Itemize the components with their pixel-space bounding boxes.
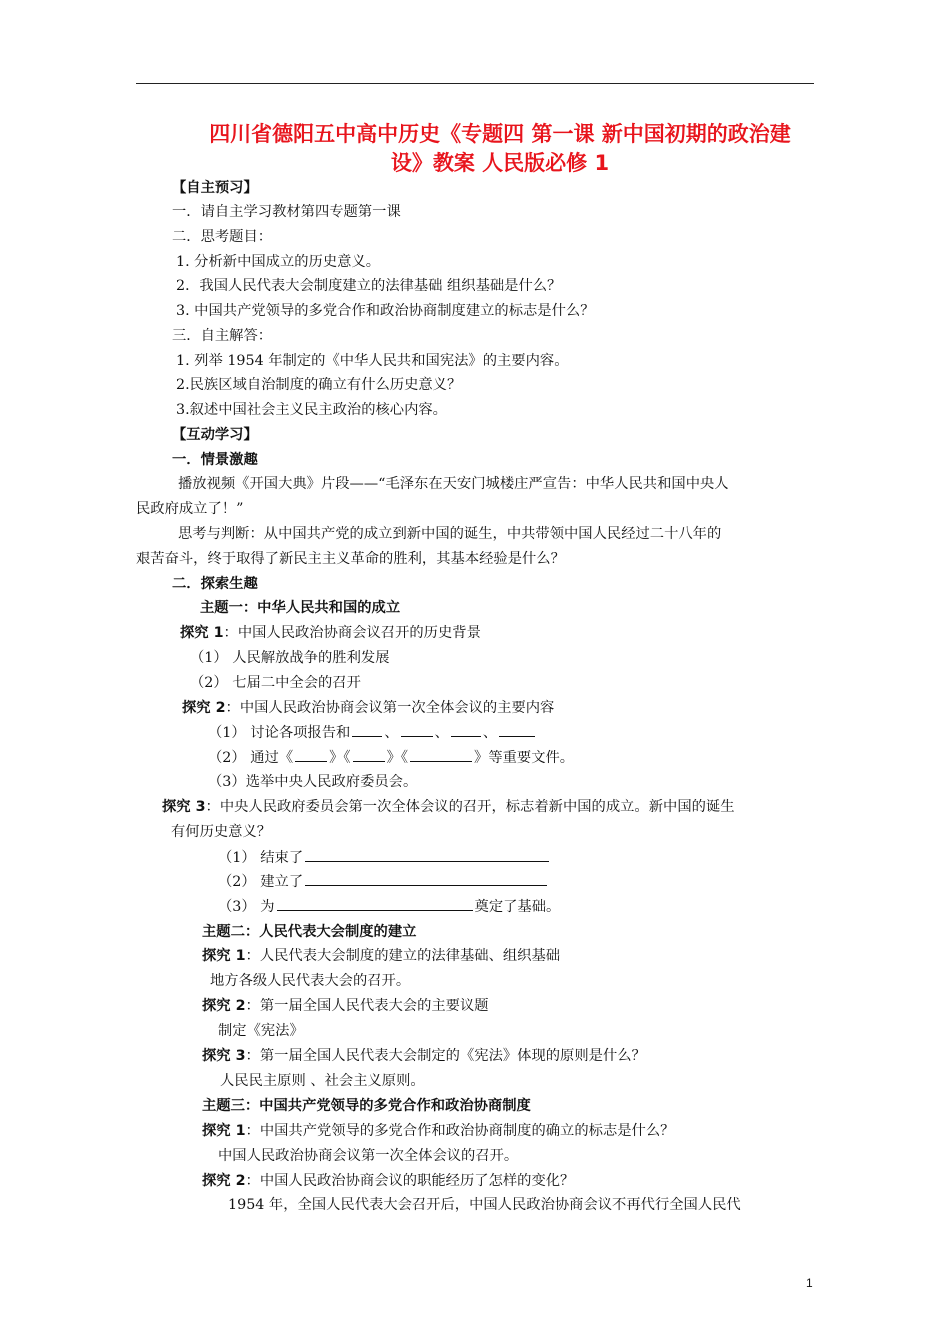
topic-2-heading: 主题二：人民代表大会制度的建立 bbox=[202, 924, 417, 940]
fill-blank[interactable] bbox=[499, 722, 535, 737]
explore-label: 探究 2 bbox=[202, 998, 246, 1014]
document-title bbox=[150, 120, 850, 178]
topic-1-explore-2-item-2 bbox=[208, 747, 574, 768]
separator: 、 bbox=[434, 725, 449, 741]
topic-1-explore-3-cont: 有何历史意义？ bbox=[171, 824, 272, 840]
explore-label: 探究 1 bbox=[202, 1123, 246, 1139]
explore-label: 探究 3 bbox=[202, 1048, 246, 1064]
answer-3: 3.叙述中国社会主义民主政治的核心内容。 bbox=[176, 402, 447, 418]
topic-2-explore-3 bbox=[202, 1046, 646, 1066]
topic-1-explore-1-item-1: （1） 人民解放战争的胜利发展 bbox=[190, 650, 390, 666]
explore-text: ：中国人民政治协商会议召开的历史背景 bbox=[223, 625, 481, 641]
topic-1-explore-3-item-2 bbox=[218, 871, 549, 892]
topic-1-explore-1 bbox=[180, 623, 481, 643]
section-1-para-2a: 思考与判断：从中国共产党的成立到新中国的诞生，中共带领中国人民经过二十八年的 bbox=[178, 526, 722, 542]
item-text: 奠定了基础。 bbox=[474, 899, 561, 915]
preview-item-3: 三．自主解答： bbox=[172, 328, 273, 344]
topic-3-explore-2-answer: 1954 年，全国人民代表大会召开后，中国人民政治协商会议不再代行全国人民代 bbox=[228, 1197, 741, 1213]
explore-text: ：中国共产党领导的多党合作和政治协商制度的确立的标志是什么？ bbox=[245, 1123, 675, 1139]
section-1-para-1b: 民政府成立了！” bbox=[136, 501, 244, 517]
explore-text: ：第一届全国人民代表大会制定的《宪法》体现的原则是什么？ bbox=[245, 1048, 646, 1064]
topic-3-explore-1-answer: 中国人民政治协商会议第一次全体会议的召开。 bbox=[218, 1148, 519, 1164]
topic-1-heading: 主题一：中华人民共和国的成立 bbox=[200, 600, 401, 616]
topic-2-explore-2 bbox=[202, 996, 489, 1016]
explore-text: ：中央人民政府委员会第一次全体会议的召开，标志着新中国的成立。新中国的诞生 bbox=[205, 799, 735, 815]
fill-blank[interactable] bbox=[410, 747, 472, 762]
fill-blank[interactable] bbox=[305, 871, 547, 886]
topic-1-explore-1-item-2: （2） 七届二中全会的召开 bbox=[190, 675, 361, 691]
answer-2: 2.民族区域自治制度的确立有什么历史意义？ bbox=[176, 377, 462, 393]
item-text: （2） 建立了 bbox=[218, 874, 304, 890]
item-text: （2） 通过《 bbox=[208, 750, 294, 766]
topic-3-heading: 主题三：中国共产党领导的多党合作和政治协商制度 bbox=[202, 1098, 531, 1114]
interactive-heading: 【互动学习】 bbox=[172, 427, 258, 443]
topic-1-explore-2-item-1 bbox=[208, 722, 537, 743]
fill-blank[interactable] bbox=[305, 847, 549, 862]
preview-item-1: 一．请自主学习教材第四专题第一课 bbox=[172, 204, 401, 220]
topic-1-explore-2-item-3: （3）选举中央人民政府委员会。 bbox=[208, 774, 418, 790]
topic-1-explore-2 bbox=[182, 698, 554, 718]
explore-label: 探究 3 bbox=[162, 799, 206, 815]
answer-1: 1. 列举 1954 年制定的《中华人民共和国宪法》的主要内容。 bbox=[176, 353, 569, 369]
title-line-1: 四川省德阳五中高中历史《专题四 第一课 新中国初期的政治建 bbox=[209, 122, 791, 146]
item-text: 》《 bbox=[329, 750, 351, 766]
fill-blank[interactable] bbox=[451, 722, 481, 737]
topic-3-explore-1 bbox=[202, 1121, 674, 1141]
header-rule bbox=[136, 83, 814, 84]
topic-1-explore-3-item-1 bbox=[218, 847, 551, 868]
explore-text: ：人民代表大会制度的建立的法律基础、组织基础 bbox=[245, 948, 561, 964]
explore-text: ：中国人民政治协商会议第一次全体会议的主要内容 bbox=[225, 700, 555, 716]
page-number: 1 bbox=[806, 1276, 813, 1290]
separator: 、 bbox=[384, 725, 399, 741]
item-text: 》《 bbox=[386, 750, 409, 766]
question-3: 3. 中国共产党领导的多党合作和政治协商制度建立的标志是什么？ bbox=[176, 303, 595, 319]
item-text: （1） 讨论各项报告和 bbox=[208, 725, 351, 741]
topic-2-explore-2-answer: 制定《宪法》 bbox=[218, 1023, 304, 1039]
fill-blank[interactable] bbox=[295, 747, 327, 762]
separator: 、 bbox=[482, 725, 498, 741]
fill-blank[interactable] bbox=[401, 722, 433, 737]
explore-label: 探究 1 bbox=[202, 948, 246, 964]
item-text: （1） 结束了 bbox=[218, 850, 304, 866]
preview-item-2: 二．思考题目： bbox=[172, 229, 273, 245]
section-1-para-1a: 播放视频《开国大典》片段——“毛泽东在天安门城楼庄严宣告：中华人民共和国中央人 bbox=[178, 476, 729, 492]
topic-2-explore-3-answer: 人民民主原则 、社会主义原则。 bbox=[220, 1073, 425, 1089]
explore-label: 探究 1 bbox=[180, 625, 224, 641]
fill-blank[interactable] bbox=[277, 896, 473, 911]
item-text: 》等重要文件。 bbox=[474, 750, 575, 766]
explore-text: ：中国人民政治协商会议的职能经历了怎样的变化？ bbox=[245, 1173, 575, 1189]
preview-heading: 【自主预习】 bbox=[172, 180, 258, 196]
explore-label: 探究 2 bbox=[182, 700, 226, 716]
section-2-heading: 二．探索生趣 bbox=[172, 576, 258, 592]
section-1-heading: 一．情景激趣 bbox=[172, 452, 258, 468]
topic-3-explore-2 bbox=[202, 1171, 574, 1191]
fill-blank[interactable] bbox=[352, 722, 382, 737]
fill-blank[interactable] bbox=[353, 747, 385, 762]
topic-2-explore-1 bbox=[202, 946, 560, 966]
title-line-2: 设》教案 人民版必修 1 bbox=[390, 151, 610, 175]
topic-1-explore-3-item-3 bbox=[218, 896, 560, 917]
explore-text: ：第一届全国人民代表大会的主要议题 bbox=[245, 998, 489, 1014]
section-1-para-2b: 艰苦奋斗，终于取得了新民主主义革命的胜利，其基本经验是什么？ bbox=[136, 551, 565, 567]
question-1: 1. 分析新中国成立的历史意义。 bbox=[176, 254, 381, 270]
question-2: 2．我国人民代表大会制度建立的法律基础 组织基础是什么？ bbox=[176, 278, 562, 294]
item-text: （3） 为 bbox=[218, 899, 275, 915]
explore-label: 探究 2 bbox=[202, 1173, 246, 1189]
topic-2-explore-1-answer: 地方各级人民代表大会的召开。 bbox=[210, 973, 411, 989]
topic-1-explore-3 bbox=[162, 797, 735, 817]
